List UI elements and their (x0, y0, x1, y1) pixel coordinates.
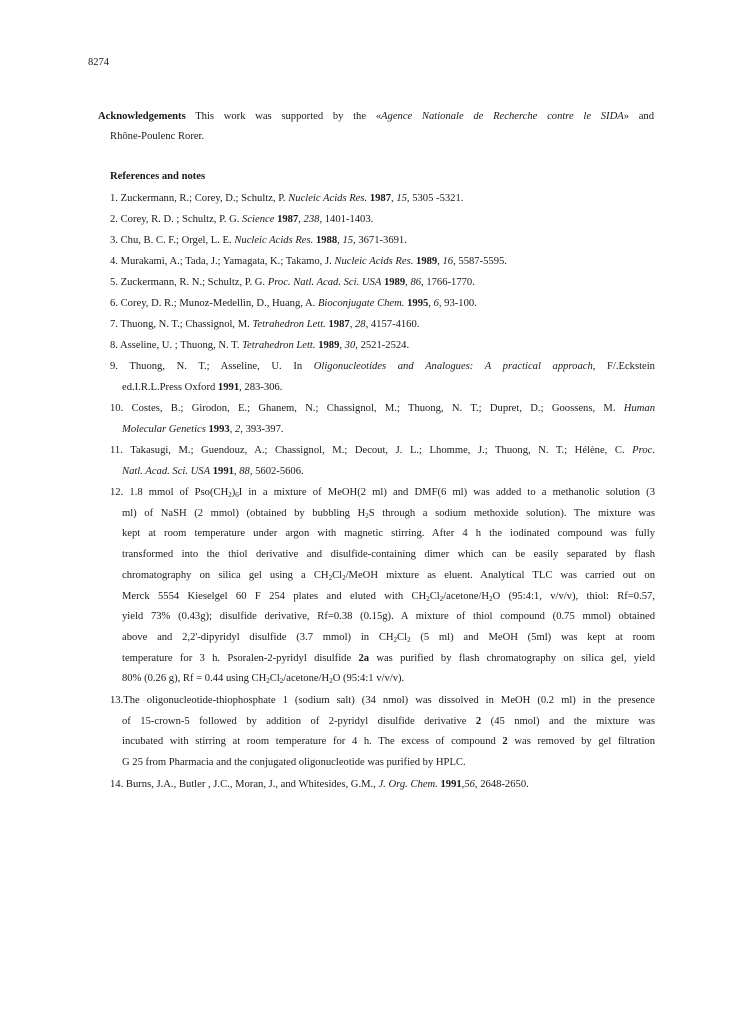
page-number: 8274 (88, 57, 109, 68)
reference-3: 3. Chu, B. C. F.; Orgel, L. E. Nucleic Acids Res. 1988, 15, 3671-3691. (110, 235, 407, 246)
reference-11: 11. Takasugi, M.; Guendouz, A.; Chassignol, M.; Decout, J. L.; Lhomme, J.; Thuong, N. T.; Hélène, C. Proc. Natl. Acad. Sci. USA 1991, 88, 5602-5606. (110, 445, 655, 477)
reference-8: 8. Asseline, U. ; Thuong, N. T. Tetrahedron Lett. 1989, 30, 2521-2524. (110, 340, 410, 351)
reference-4: 4. Murakami, A.; Tada, J.; Yamagata, K.; Takamo, J. Nucleic Acids Res. 1989, 16, 5587-5595. (110, 256, 507, 267)
reference-13: 13.The oligonucleotide-thiophosphate 1 (sodium salt) (34 nmol) was dissolved in MeOH (0.2 ml) in the presence of 15-crown-5 followed by addition of 2-pyridyl disulfide derivative 2 (45 nmol) and the mixture was incubated with stirring at room temperature for 4 h. The excess of compound 2 was removed by gel filtration G 25 from Pharmacia and the conjugated oligonucleotide was purified by HPLC. (110, 695, 655, 769)
reference-1: 1. Zuckermann, R.; Corey, D.; Schultz, P. Nucleic Acids Res. 1987, 15, 5305 -5321. (110, 193, 464, 204)
reference-2: 2. Corey, R. D. ; Schultz, P. G. Science 1987, 238, 1401-1403. (110, 214, 374, 225)
reference-7: 7. Thuong, N. T.; Chassignol, M. Tetrahedron Lett. 1987, 28, 4157-4160. (110, 319, 420, 330)
ack-agency: Agence Nationale de Recherche contre le SIDA (381, 111, 624, 122)
references-title: References and notes (110, 171, 206, 182)
reference-6: 6. Corey, D. R.; Munoz-Medellin, D., Huang, A. Bioconjugate Chem. 1995, 6, 93-100. (110, 298, 477, 309)
ack-line2: Rhône-Poulenc Rorer. (110, 131, 205, 142)
reference-5: 5. Zuckermann, R. N.; Schultz, P. G. Proc. Natl. Acad. Sci. USA 1989, 86, 1766-1770. (110, 277, 475, 288)
reference-14: 14. Burns, J.A., Butler , J.C., Moran, J., and Whitesides, G.M., J. Org. Chem. 1991,56, 2648-2650. (110, 779, 529, 790)
ack-text: This work was supported by the « (185, 111, 382, 122)
reference-10: 10. Costes, B.; Girodon, E.; Ghanem, N.; Chassignol, M.; Thuong, N. T.; Dupret, D.; Goossens, M. Human Molecular Genetics 1993, 2, 393-397. (110, 403, 655, 435)
reference-9: 9. Thuong, N. T.; Asseline, U. In Oligonucleotides and Analogues: A practical approach, F/.Eckstein ed.I.R.L.Press Oxford 1991, 283-306. (110, 361, 655, 393)
ack-heading: Acknowledgements (98, 111, 186, 122)
reference-12: 12. 1.8 mmol of $Pso(CH_2)_6I$ in a mixture of MeOH(2 ml) and DMF(6 ml) was added to a methanolic solution (3 ml) of NaSH (2 mmol) (obtained by bubbling $H_2S$ through a sodium methoxide solution). The mixture was kept at room temperature under argon with magnetic stirring. After 4 h the iodinated compound was fully transformed into the thiol derivative and disulfide-containing dimer which can be easily separated by flash chromatography on silica gel using a $CH_2Cl_2$/MeOH mixture as eluent. Analytical TLC was carried out on Merck 5554 Kieselgel 60 F 254 plates and eluted with $CH_2Cl_2/acetone/H_2O$ (95:4:1, v/v/v), thiol: Rf=0.57, yield 73% (0.43g); disulfide derivative, Rf=0.38 (0.15g). A mixture of thiol compound (0.75 mmol) obtained above and 2,2'-dipyridyl disulfide (3.7 mmol) in $CH_2Cl_2$ (5 ml) and MeOH (5ml) was kept at room temperature for 3 h. Psoralen-2-pyridyl disulfide 2a was purified by flash chromatography on silica gel, yield 80% (0.26 g), Rf = 0.44 using $CH_2Cl_2/acetone/H_2O$ (95:4:1 v/v/v). (110, 487, 655, 686)
ack-text-after: » and (623, 111, 655, 122)
